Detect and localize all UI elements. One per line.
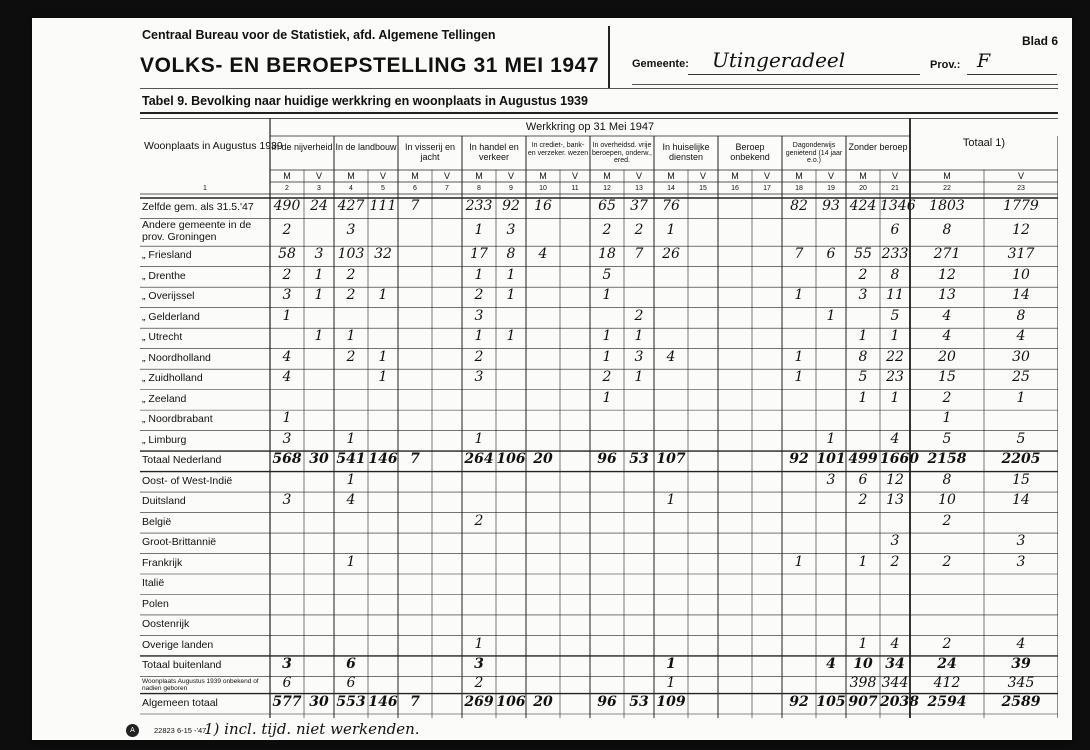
cell-value: 412	[933, 674, 961, 691]
column-number: 10	[539, 185, 547, 192]
cell-value: 1	[666, 656, 676, 673]
cell-value: 7	[634, 246, 644, 263]
sex-header: M	[943, 171, 951, 181]
cell-value: 2	[942, 553, 952, 570]
cell-value: 105	[816, 693, 846, 710]
row-label: Italië	[142, 577, 165, 590]
column-group-5: In crediet-, bank- en verzeker. wezen	[527, 142, 589, 157]
column-number: 4	[349, 185, 353, 192]
cell-value: 1	[474, 222, 484, 239]
bureau-name: Centraal Bureau voor de Statistiek, afd. Algemene Tellingen	[142, 28, 496, 42]
sex-header: V	[891, 171, 898, 181]
cell-value: 5	[1016, 430, 1026, 447]
cell-value: 96	[597, 451, 617, 468]
column-number: 2	[285, 185, 289, 192]
cell-value: 907	[848, 693, 878, 710]
table-title: Tabel 9. Bevolking naar huidige werkkring en woonplaats in Augustus 1939	[142, 94, 588, 108]
cell-value: 2	[282, 222, 292, 239]
row-label: „ Gelderland	[142, 310, 200, 323]
row-label: Totaal Nederland	[142, 454, 222, 467]
cell-value: 1	[474, 430, 484, 447]
cell-value: 2	[858, 266, 868, 283]
cell-value: 2	[282, 266, 292, 283]
cell-value: 146	[368, 451, 398, 468]
cell-value: 4	[282, 369, 292, 386]
cell-value: 2	[346, 348, 356, 365]
column-number: 9	[509, 185, 513, 192]
cell-value: 1	[346, 328, 356, 345]
cell-value: 1	[890, 389, 900, 406]
cell-value: 490	[273, 198, 301, 215]
cell-value: 424	[849, 198, 877, 215]
row-label: Woonplaats Augustus 1939 onbekend of nadien geboren	[142, 677, 259, 692]
cell-value: 7	[794, 246, 804, 263]
cell-value: 1	[794, 553, 804, 570]
row-label: Overige landen	[142, 638, 214, 651]
cell-value: 25	[1012, 369, 1030, 386]
cell-value: 92	[789, 451, 809, 468]
cell-value: 1	[506, 287, 516, 304]
column-number: 21	[891, 185, 899, 192]
sex-header: M	[347, 171, 355, 181]
cell-value: 3	[890, 533, 900, 550]
sex-header: M	[603, 171, 611, 181]
cell-value: 1	[474, 266, 484, 283]
row-label: Groot-Brittannië	[142, 536, 217, 549]
cell-value: 8	[942, 471, 952, 488]
cell-value: 1346	[880, 198, 916, 215]
cell-value: 344	[881, 674, 909, 691]
cell-value: 1	[858, 328, 868, 345]
sex-header: V	[635, 171, 642, 181]
cell-value: 2	[346, 266, 356, 283]
column-number: 3	[317, 185, 321, 192]
cell-value: 3	[1016, 533, 1026, 550]
cell-value: 2	[634, 307, 644, 324]
cell-value: 5	[942, 430, 952, 447]
cell-value: 1660	[880, 451, 919, 468]
cell-value: 6	[282, 674, 292, 691]
cell-value: 65	[598, 198, 616, 215]
cell-value: 3	[506, 222, 516, 239]
cell-value: 6	[858, 471, 868, 488]
cell-value: 109	[656, 693, 686, 710]
cell-value: 55	[854, 246, 872, 263]
cell-value: 20	[533, 451, 553, 468]
cell-value: 398	[849, 674, 877, 691]
sex-header: M	[859, 171, 867, 181]
cell-value: 3	[346, 222, 356, 239]
cell-value: 1	[826, 307, 836, 324]
cell-value: 3	[634, 348, 644, 365]
column-group-9: Dagonderwijs genietend (14 jaar e.o.)	[785, 142, 843, 164]
cell-value: 1	[346, 471, 356, 488]
row-label: Andere gemeente in de prov. Groningen	[142, 219, 252, 244]
cell-value: 1	[602, 287, 612, 304]
cell-value: 1	[506, 266, 516, 283]
cell-value: 2	[602, 369, 612, 386]
sex-header: M	[411, 171, 419, 181]
cell-value: 106	[496, 451, 526, 468]
cell-value: 2	[634, 222, 644, 239]
cell-value: 6	[346, 674, 356, 691]
cell-value: 4	[666, 348, 676, 365]
cell-value: 17	[470, 246, 488, 263]
row-label: België	[142, 515, 172, 528]
cell-value: 1	[794, 369, 804, 386]
column-group-7: In huiselijke diensten	[662, 142, 710, 162]
cell-value: 2	[602, 222, 612, 239]
cell-value: 1	[602, 389, 612, 406]
column-group-4: In handel en verkeer	[469, 142, 519, 162]
cell-value: 264	[464, 451, 494, 468]
sex-header: V	[763, 171, 770, 181]
cell-value: 1	[666, 674, 676, 691]
cell-value: 96	[597, 693, 617, 710]
column-group-11: Totaal 1)	[962, 137, 1006, 149]
cell-value: 12	[886, 471, 904, 488]
cell-value: 3	[474, 307, 484, 324]
row-header-label: Woonplaats in Augustus 1939	[144, 140, 283, 152]
column-group-6: In overheidsd. vrije beroepen, onderw., ered.	[592, 142, 652, 164]
sex-header: V	[379, 171, 386, 181]
cell-value: 1	[378, 287, 388, 304]
cell-value: 2	[942, 512, 952, 529]
cell-value: 233	[465, 198, 493, 215]
cell-value: 4	[890, 635, 900, 652]
cell-value: 345	[1007, 674, 1035, 691]
cell-value: 1	[666, 492, 676, 509]
cell-value: 107	[656, 451, 686, 468]
sex-header: V	[443, 171, 450, 181]
cell-value: 5	[890, 307, 900, 324]
cell-value: 92	[789, 693, 809, 710]
cell-value: 3	[474, 656, 484, 673]
cell-value: 15	[1012, 471, 1030, 488]
cell-value: 3	[282, 430, 292, 447]
separator	[632, 84, 1058, 85]
cell-value: 1	[602, 328, 612, 345]
separator	[140, 88, 1058, 89]
row-label: Totaal buitenland	[142, 659, 222, 672]
cell-value: 1	[282, 410, 292, 427]
cell-value: 2	[346, 287, 356, 304]
cell-value: 568	[272, 451, 302, 468]
cell-value: 4	[1016, 635, 1026, 652]
cell-value: 427	[337, 198, 365, 215]
cell-value: 3	[282, 492, 292, 509]
cell-value: 2589	[1001, 693, 1041, 710]
cell-value: 1	[1016, 389, 1026, 406]
cell-value: 233	[881, 246, 909, 263]
cell-value: 32	[374, 246, 392, 263]
cell-value: 1	[378, 369, 388, 386]
cell-value: 2	[942, 635, 952, 652]
cell-value: 12	[1012, 222, 1030, 239]
cell-value: 103	[337, 246, 365, 263]
sheet-number: Blad 6	[1022, 34, 1059, 48]
cell-value: 13	[938, 287, 956, 304]
column-number: 13	[635, 185, 643, 192]
prov-label: Prov.:	[930, 59, 961, 71]
row-label: „ Drenthe	[142, 269, 186, 282]
cell-value: 2	[474, 674, 484, 691]
prov-line	[967, 74, 1057, 75]
row-label: Polen	[142, 597, 169, 610]
cell-value: 1	[634, 369, 644, 386]
cell-value: 30	[309, 693, 329, 710]
cell-value: 92	[502, 198, 520, 215]
cell-value: 13	[886, 492, 904, 509]
cell-value: 577	[272, 693, 302, 710]
cell-value: 317	[1007, 246, 1035, 263]
cell-value: 1	[602, 348, 612, 365]
cell-value: 2038	[880, 693, 919, 710]
row-label: „ Friesland	[142, 249, 192, 262]
printer-logo-icon: A	[126, 724, 139, 737]
cell-value: 30	[309, 451, 329, 468]
header-divider	[608, 26, 610, 88]
cell-value: 15	[938, 369, 956, 386]
row-label: „ Noordbrabant	[142, 413, 213, 426]
cell-value: 93	[822, 198, 840, 215]
column-number: 16	[731, 185, 739, 192]
cell-value: 8	[1016, 307, 1026, 324]
cell-value: 541	[336, 451, 366, 468]
row-label: Algemeen totaal	[142, 696, 218, 709]
cell-value: 7	[410, 693, 420, 710]
row-label: Oostenrijk	[142, 618, 190, 631]
cell-value: 499	[848, 451, 878, 468]
cell-value: 2	[858, 492, 868, 509]
cell-value: 2205	[1001, 451, 1041, 468]
cell-value: 106	[496, 693, 526, 710]
cell-value: 14	[1012, 492, 1030, 509]
sex-header: M	[667, 171, 675, 181]
werkkring-header: Werkkring op 31 Mei 1947	[525, 121, 655, 133]
cell-value: 53	[629, 451, 649, 468]
cell-value: 20	[533, 693, 553, 710]
separator	[140, 112, 1058, 114]
cell-value: 6	[890, 222, 900, 239]
cell-value: 58	[278, 246, 296, 263]
column-group-2: In de landbouw	[335, 142, 397, 152]
cell-value: 1	[282, 307, 292, 324]
column-number: 6	[413, 185, 417, 192]
cell-value: 14	[1012, 287, 1030, 304]
cell-value: 1	[858, 553, 868, 570]
gemeente-label: Gemeente:	[632, 58, 689, 70]
sex-header: M	[731, 171, 739, 181]
cell-value: 1	[826, 430, 836, 447]
sex-header: M	[795, 171, 803, 181]
column-number: 18	[795, 185, 803, 192]
sex-header: V	[571, 171, 578, 181]
cell-value: 7	[410, 198, 420, 215]
sex-header: V	[827, 171, 834, 181]
column-number: 20	[859, 185, 867, 192]
cell-value: 8	[858, 348, 868, 365]
cell-value: 11	[886, 287, 904, 304]
cell-value: 24	[937, 656, 957, 673]
cell-value: 76	[662, 198, 680, 215]
cell-value: 1	[314, 287, 324, 304]
gemeente-line	[688, 74, 920, 75]
cell-value: 1	[314, 266, 324, 283]
cell-value: 3	[282, 287, 292, 304]
cell-value: 3	[1016, 553, 1026, 570]
sex-header: V	[315, 171, 322, 181]
sex-header: V	[699, 171, 706, 181]
cell-value: 4	[942, 307, 952, 324]
cell-value: 12	[938, 266, 956, 283]
cell-value: 271	[933, 246, 961, 263]
footnote: 1) incl. tijd. niet werkenden.	[204, 720, 420, 738]
cell-value: 5	[602, 266, 612, 283]
cell-value: 8	[890, 266, 900, 283]
cell-value: 16	[534, 198, 552, 215]
row-label: Zelfde gem. als 31.5.'47	[142, 201, 254, 214]
column-number: 1	[203, 185, 207, 192]
cell-value: 4	[346, 492, 356, 509]
cell-value: 1	[858, 635, 868, 652]
column-group-8: Beroep onbekend	[730, 142, 770, 162]
column-number: 7	[445, 185, 449, 192]
cell-value: 1	[474, 635, 484, 652]
row-label: „ Noordholland	[142, 351, 211, 364]
cell-value: 2	[890, 553, 900, 570]
cell-value: 1	[666, 222, 676, 239]
row-label: „ Overijssel	[142, 290, 195, 303]
cell-value: 10	[938, 492, 956, 509]
column-number: 22	[943, 185, 951, 192]
cell-value: 6	[826, 246, 836, 263]
cell-value: 4	[538, 246, 548, 263]
column-number: 15	[699, 185, 707, 192]
cell-value: 82	[790, 198, 808, 215]
cell-value: 2	[474, 348, 484, 365]
cell-value: 3	[474, 369, 484, 386]
cell-value: 4	[282, 348, 292, 365]
form-title: VOLKS- EN BEROEPSTELLING 31 MEI 1947	[140, 54, 600, 77]
cell-value: 8	[506, 246, 516, 263]
cell-value: 111	[369, 198, 397, 215]
sex-header: M	[475, 171, 483, 181]
cell-value: 2	[474, 512, 484, 529]
row-label: „ Limburg	[142, 433, 187, 446]
column-group-1: In de nijverheid	[271, 142, 333, 152]
cell-value: 4	[1016, 328, 1026, 345]
row-label: „ Zuidholland	[142, 372, 203, 385]
cell-value: 3	[282, 656, 292, 673]
row-label: Frankrijk	[142, 556, 183, 569]
gemeente-value: Utingeradeel	[712, 48, 846, 72]
column-number: 17	[763, 185, 771, 192]
cell-value: 8	[942, 222, 952, 239]
cell-value: 6	[346, 656, 356, 673]
cell-value: 53	[629, 693, 649, 710]
sex-header: V	[507, 171, 514, 181]
column-number: 19	[827, 185, 835, 192]
cell-value: 1	[506, 328, 516, 345]
row-label: Duitsland	[142, 495, 186, 508]
column-number: 11	[571, 185, 579, 192]
cell-value: 3	[314, 246, 324, 263]
column-number: 23	[1017, 185, 1025, 192]
cell-value: 5	[858, 369, 868, 386]
cell-value: 10	[853, 656, 873, 673]
sex-header: M	[539, 171, 547, 181]
cell-value: 3	[826, 471, 836, 488]
cell-value: 1	[474, 328, 484, 345]
census-form-sheet	[32, 18, 1072, 740]
column-group-10: Zonder beroep	[848, 142, 908, 152]
cell-value: 1	[942, 410, 952, 427]
census-table	[140, 118, 1058, 718]
cell-value: 3	[858, 287, 868, 304]
cell-value: 2158	[927, 451, 967, 468]
cell-value: 37	[630, 198, 648, 215]
row-label: „ Zeeland	[142, 392, 187, 405]
cell-value: 7	[410, 451, 420, 468]
cell-value: 1	[794, 287, 804, 304]
cell-value: 4	[826, 656, 836, 673]
cell-value: 2	[474, 287, 484, 304]
cell-value: 1	[890, 328, 900, 345]
cell-value: 1	[378, 348, 388, 365]
cell-value: 1	[314, 328, 324, 345]
cell-value: 24	[310, 198, 328, 215]
column-number: 12	[603, 185, 611, 192]
cell-value: 39	[1011, 656, 1031, 673]
cell-value: 1	[346, 430, 356, 447]
column-group-3: In visserij en jacht	[404, 142, 456, 162]
cell-value: 30	[1012, 348, 1030, 365]
cell-value: 101	[816, 451, 846, 468]
cell-value: 34	[885, 656, 905, 673]
cell-value: 1779	[1003, 198, 1039, 215]
cell-value: 146	[368, 693, 398, 710]
cell-value: 18	[598, 246, 616, 263]
sex-header: V	[1017, 171, 1024, 181]
cell-value: 4	[890, 430, 900, 447]
cell-value: 1	[634, 328, 644, 345]
cell-value: 2594	[927, 693, 967, 710]
cell-value: 1	[794, 348, 804, 365]
cell-value: 10	[1012, 266, 1030, 283]
cell-value: 1	[858, 389, 868, 406]
cell-value: 553	[336, 693, 366, 710]
sex-header: M	[283, 171, 291, 181]
cell-value: 22	[886, 348, 904, 365]
cell-value: 23	[886, 369, 904, 386]
column-number: 5	[381, 185, 385, 192]
cell-value: 269	[464, 693, 494, 710]
prov-value: F	[977, 50, 991, 72]
cell-value: 1	[346, 553, 356, 570]
cell-value: 20	[938, 348, 956, 365]
row-label: „ Utrecht	[142, 331, 183, 344]
row-label: Oost- of West-Indië	[142, 474, 233, 487]
cell-value: 1803	[929, 198, 965, 215]
cell-value: 4	[942, 328, 952, 345]
cell-value: 2	[942, 389, 952, 406]
print-code: 22823 6-15 -'47	[154, 726, 207, 735]
column-number: 14	[667, 185, 675, 192]
column-number: 8	[477, 185, 481, 192]
cell-value: 26	[662, 246, 680, 263]
